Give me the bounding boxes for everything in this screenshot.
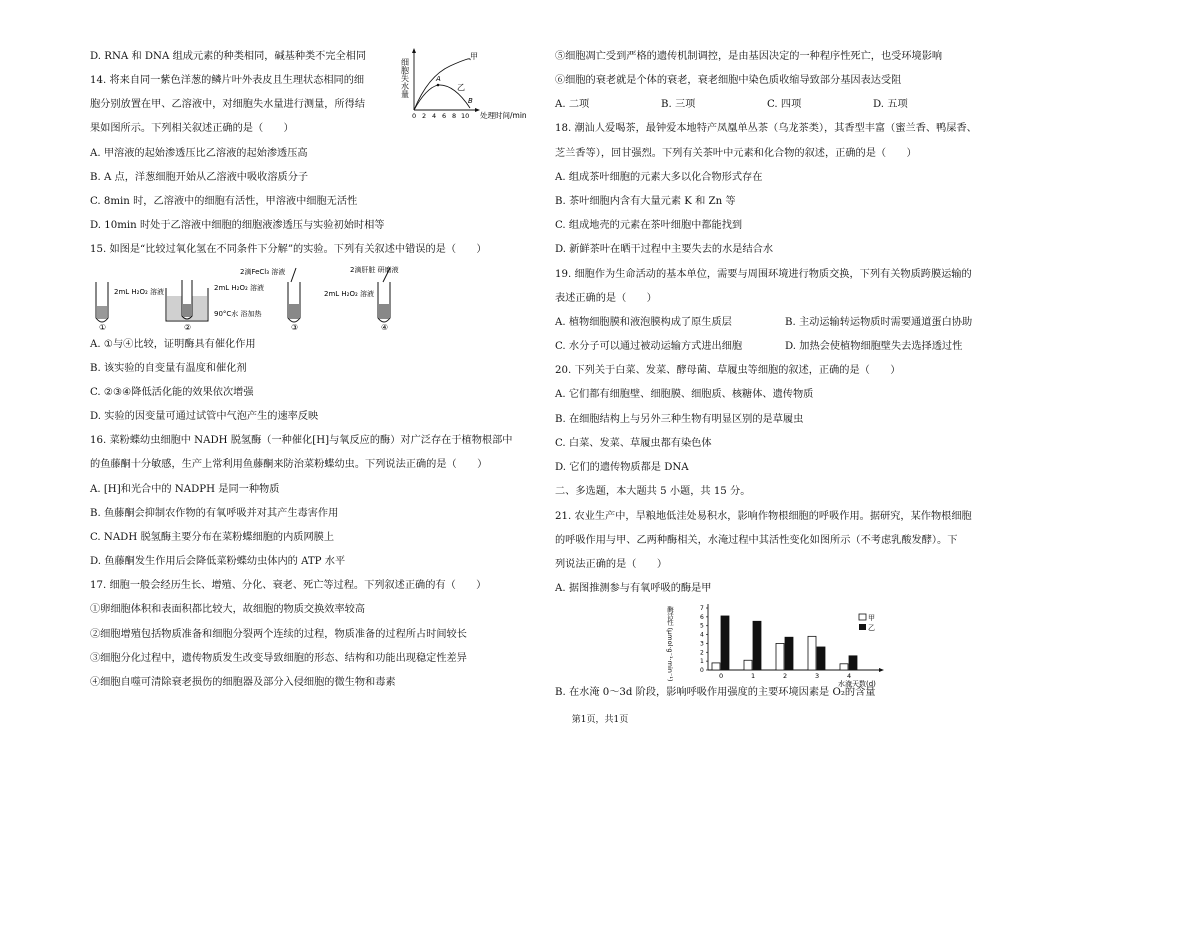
q19-options-cd bbox=[555, 340, 1015, 354]
x-tick-label: 1 bbox=[751, 672, 756, 680]
q19-stem-1: 19. 细胞作为生命活动的基本单位，需要与周围环境进行物质交换，下列有关物质跨膜运输的 bbox=[555, 269, 972, 280]
q14-xlabel: 处理时间/min bbox=[480, 111, 527, 120]
q13-option-d: D. RNA 和 DNA 组成元素的种类相同，碱基种类不完全相同 bbox=[90, 51, 367, 62]
tube-2-number: ② bbox=[184, 323, 192, 332]
q17-statement-4: ④细胞自噬可清除衰老损伤的细胞器及部分入侵细胞的微生物和毒素 bbox=[90, 677, 396, 688]
q16-option-c: C. NADH 脱氢酶主要分布在菜粉蝶细胞的内质网膜上 bbox=[90, 532, 335, 543]
bar-yi-1 bbox=[753, 621, 761, 670]
legend-jia: 甲 bbox=[868, 614, 875, 622]
q18-option-b: B. 茶叶细胞内含有大量元素 K 和 Zn 等 bbox=[555, 196, 736, 207]
q20-option-b: B. 在细胞结构上与另外三种生物有明显区别的是草履虫 bbox=[555, 414, 804, 425]
bar-yi-2 bbox=[785, 637, 793, 670]
q16-option-b: B. 鱼藤酮会抑制农作物的有氧呼吸并对其产生毒害作用 bbox=[90, 508, 339, 519]
tube-4 bbox=[350, 265, 399, 332]
bar-jia-4 bbox=[840, 664, 848, 670]
q21-stem-1: 21. 农业生产中，旱粮地低洼处易积水，影响作物根细胞的呼吸作用。据研究，某作物根细胞 bbox=[555, 511, 972, 522]
y-tick-label: 7 bbox=[700, 605, 704, 612]
q20-option-c: C. 白菜、发菜、草履虫都有染色体 bbox=[555, 438, 712, 449]
q14-figure bbox=[398, 48, 543, 120]
q18-option-c: C. 组成地壳的元素在茶叶细胞中都能找到 bbox=[555, 220, 743, 231]
q17-options bbox=[555, 98, 979, 112]
y-tick-label: 2 bbox=[700, 649, 704, 657]
tick-4: 4 bbox=[432, 112, 437, 120]
section-2-heading: 二、多选题，本大题共 5 小题，共 15 分。 bbox=[555, 486, 751, 497]
q19-option-a: A. 植物细胞膜和液泡膜构成了原生质层 bbox=[555, 317, 732, 328]
tick-2: 2 bbox=[422, 112, 427, 120]
label-a: A bbox=[436, 75, 441, 83]
x-tick-label: 3 bbox=[815, 672, 820, 680]
q18-option-d: D. 新鲜茶叶在晒干过程中主要失去的水是结合水 bbox=[555, 244, 774, 255]
q15-option-c: C. ②③④降低活化能的效果依次增强 bbox=[90, 387, 254, 398]
q20-stem: 20. 下列关于白菜、发菜、酵母菌、草履虫等细胞的叙述，正确的是（ ） bbox=[555, 365, 901, 376]
tube-1 bbox=[96, 282, 164, 332]
q21-stem-2: 的呼吸作用与甲、乙两种酶相关，水淹过程中其活性变化如图所示（不考虑乳酸发酵）。下 bbox=[555, 535, 958, 546]
label-jia: 甲 bbox=[470, 52, 478, 61]
tube-3 bbox=[240, 267, 374, 332]
q19-stem-2: 表述正确的是（ ） bbox=[555, 293, 657, 304]
bar-jia-2 bbox=[776, 643, 784, 670]
tube-4-number: ④ bbox=[381, 323, 389, 332]
y-tick-label: 1 bbox=[700, 658, 704, 666]
q17-option-b: B. 三项 bbox=[661, 99, 696, 110]
q15-option-a: A. ①与④比较，证明酶具有催化作用 bbox=[90, 339, 256, 350]
tick-10: 10 bbox=[461, 112, 470, 120]
q17-statement-2: ②细胞增殖包括物质准备和细胞分裂两个连续的过程，物质准备的过程所占时间较长 bbox=[90, 629, 467, 640]
label-yi: 乙 bbox=[457, 83, 465, 92]
q14-stem-1: 14. 将来自同一紫色洋葱的鳞片叶外表皮且生理状态相同的细 bbox=[90, 75, 365, 86]
q15-option-d: D. 实验的因变量可通过试管中气泡产生的速率反映 bbox=[90, 411, 319, 422]
y-tick-label: 6 bbox=[700, 613, 704, 621]
q16-option-d: D. 鱼藤酮发生作用后会降低菜粉蝶幼虫体内的 ATP 水平 bbox=[90, 556, 346, 567]
q14-stem-2: 胞分别放置在甲、乙溶液中，对细胞失水量进行测量，所得结 bbox=[90, 99, 366, 110]
x-tick-label: 2 bbox=[783, 672, 788, 680]
legend-yi: 乙 bbox=[868, 624, 875, 632]
bar-jia-1 bbox=[744, 660, 752, 670]
bar-jia-3 bbox=[808, 636, 816, 670]
q16-stem-2: 的鱼藤酮十分敏感，生产上常利用鱼藤酮来防治菜粉蝶幼虫。下列说法正确的是（ ） bbox=[90, 459, 488, 470]
bar-yi-0 bbox=[721, 616, 729, 670]
bar-yi-3 bbox=[817, 647, 825, 670]
tick-6: 6 bbox=[442, 112, 447, 120]
y-tick-label: 3 bbox=[700, 640, 704, 648]
tube-2 bbox=[166, 280, 264, 332]
chart-xlabel: 水淹天数(d) bbox=[838, 680, 876, 688]
bar-yi-4 bbox=[849, 656, 857, 670]
q17-option-d: D. 五项 bbox=[873, 99, 908, 110]
y-tick-label: 4 bbox=[700, 631, 704, 639]
q17-option-c: C. 四项 bbox=[767, 99, 802, 110]
q16-option-a: A. [H]和光合中的 NADPH 是同一种物质 bbox=[90, 484, 280, 495]
tube-2-label: 2mL H₂O₂ 溶液 bbox=[214, 284, 265, 292]
q14-option-c: C. 8min 时，乙溶液中的细胞有活性，甲溶液中细胞无活性 bbox=[90, 196, 358, 207]
q14-ylabel: 细胞失水量 bbox=[400, 58, 410, 98]
q19-option-d: D. 加热会使植物细胞壁失去选择透过性 bbox=[785, 341, 963, 352]
q17-statement-3: ③细胞分化过程中，遗传物质发生改变导致细胞的形态、结构和功能出现稳定性差异 bbox=[90, 653, 467, 664]
tube-3-number: ③ bbox=[291, 323, 299, 332]
q21-option-b: B. 在水淹 0～3d 阶段，影响呼吸作用强度的主要环境因素是 O₂的含量 bbox=[555, 687, 876, 698]
q14-stem-3: 果如图所示。下列相关叙述正确的是（ ） bbox=[90, 123, 294, 134]
q20-option-d: D. 它们的遗传物质都是 DNA bbox=[555, 462, 689, 473]
q18-stem-2: 芝兰香等），回甘强烈。下列有关茶叶中元素和化合物的叙述，正确的是（ ） bbox=[555, 148, 917, 159]
q14-option-d: D. 10min 时处于乙溶液中细胞的细胞液渗透压与实验初始时相等 bbox=[90, 220, 385, 231]
q16-stem-1: 16. 菜粉蝶幼虫细胞中 NADH 脱氢酶（一种催化[H]与氧反应的酶）对广泛存在于植物根部中 bbox=[90, 435, 513, 446]
bar-jia-0 bbox=[712, 663, 720, 670]
tube-3-label: 2mL H₂O₂ 溶液 bbox=[324, 290, 375, 298]
tube-1-number: ① bbox=[99, 323, 107, 332]
q15-option-b: B. 该实验的自变量有温度和催化剂 bbox=[90, 363, 247, 374]
chart-legend bbox=[859, 614, 875, 632]
q21-bar-chart bbox=[666, 600, 910, 690]
q17-stem: 17. 细胞一般会经历生长、增殖、分化、衰老、死亡等过程。下列叙述正确的有（ ） bbox=[90, 580, 487, 591]
q21-stem-3: 列说法正确的是（ ） bbox=[555, 559, 668, 570]
q15-figure bbox=[90, 266, 410, 332]
q20-option-a: A. 它们都有细胞壁、细胞膜、细胞质、核糖体、遗传物质 bbox=[555, 389, 814, 400]
y-tick-label: 0 bbox=[700, 667, 704, 674]
tick-0: 0 bbox=[412, 112, 417, 120]
page-footer: 第1页，共1页 bbox=[571, 715, 629, 725]
x-tick-label: 0 bbox=[719, 672, 724, 680]
tube-4-top: 2滴肝脏 研磨液 bbox=[350, 266, 399, 274]
q14-option-a: A. 甲溶液的起始渗透压比乙溶液的起始渗透压高 bbox=[90, 148, 308, 159]
tube-3-top: 2滴FeCl₃ 溶液 bbox=[240, 268, 286, 276]
q19-option-b: B. 主动运输转运物质时需要通道蛋白协助 bbox=[785, 317, 973, 328]
q17-statement-5: ⑤细胞凋亡受到严格的遗传机制调控，是由基因决定的一种程序性死亡，也受环境影响 bbox=[555, 51, 943, 62]
chart-ylabel: 酶活性 (μmol·g⁻¹·min⁻¹) bbox=[666, 606, 674, 682]
q18-stem-1: 18. 潮汕人爱喝茶，最钟爱本地特产凤凰单丛茶（乌龙茶类），其香型丰富（蜜兰香、鸭屎香、 bbox=[555, 123, 977, 134]
q18-option-a: A. 组成茶叶细胞的元素大多以化合物形式存在 bbox=[555, 172, 763, 183]
q17-option-a: A. 二项 bbox=[555, 99, 590, 110]
tube-2-bath: 90°C水 浴加热 bbox=[214, 310, 262, 318]
x-tick-label: 4 bbox=[847, 672, 852, 680]
q17-statement-6: ⑥细胞的衰老就是个体的衰老，衰老细胞中染色质收缩导致部分基因表达受阻 bbox=[555, 75, 902, 86]
label-b: B bbox=[468, 97, 473, 105]
q19-option-c: C. 水分子可以通过被动运输方式进出细胞 bbox=[555, 341, 743, 352]
q15-stem: 15. 如图是“比较过氧化氢在不同条件下分解”的实验。下列有关叙述中错误的是（ ） bbox=[90, 244, 487, 255]
q19-options-ab bbox=[555, 316, 1015, 330]
tick-8: 8 bbox=[452, 112, 457, 120]
q14-option-b: B. A 点，洋葱细胞开始从乙溶液中吸收溶质分子 bbox=[90, 172, 309, 183]
q21-option-a: A. 据图推测参与有氧呼吸的酶是甲 bbox=[555, 583, 712, 594]
q17-statement-1: ①卵细胞体积和表面积都比较大，故细胞的物质交换效率较高 bbox=[90, 604, 366, 615]
tube-1-label: 2mL H₂O₂ 溶液 bbox=[114, 288, 165, 296]
y-tick-label: 5 bbox=[700, 622, 704, 630]
